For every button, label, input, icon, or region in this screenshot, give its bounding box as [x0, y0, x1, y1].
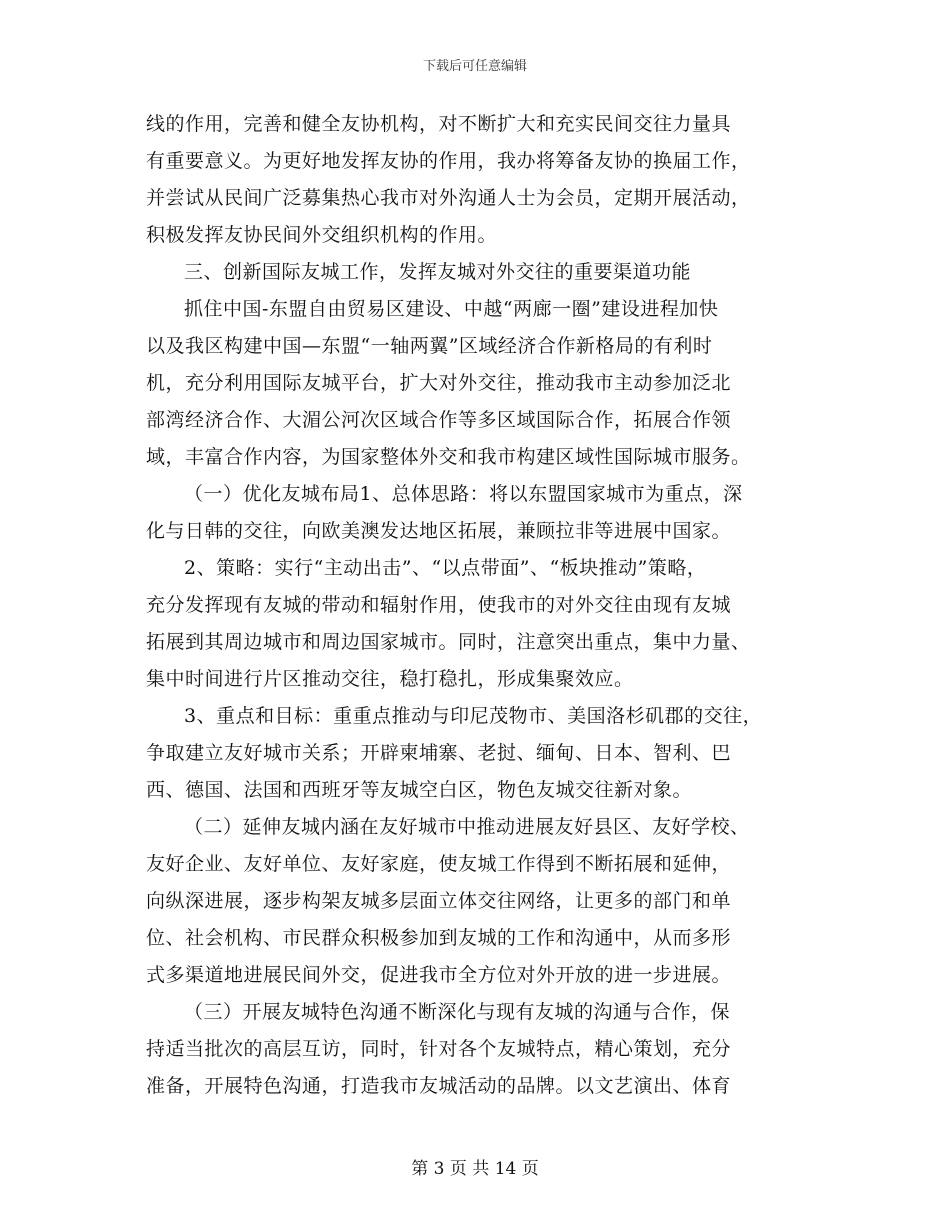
- page-number: 第 3 页 共 14 页: [411, 1159, 539, 1179]
- section-heading: 三、创新国际友城工作，发挥友城对外交往的重要渠道功能: [184, 261, 692, 283]
- text-line: 部湾经济合作、大湄公河次区域合作等多区域国际合作，拓展合作领: [146, 409, 732, 431]
- document-body: [146, 106, 806, 1105]
- text-line: 化与日韩的交往，向欧美澳发达地区拓展，兼顾拉非等进展中国家。: [146, 520, 732, 542]
- text-line: 并尝试从民间广泛募集热心我市对外沟通人士为会员，定期开展活动，: [146, 187, 751, 209]
- subsection-heading: （三）开展友城特色沟通不断深化与现有友城的沟通与合作，保: [184, 1001, 731, 1023]
- subsection-heading: （一）优化友城布局1、总体思路：将以东盟国家城市为重点，深: [184, 483, 743, 505]
- text-line: 以及我区构建中国—东盟“一轴两翼”区域经济合作新格局的有利时: [146, 335, 713, 357]
- text-line: 抓住中国-东盟自由贸易区建设、中越“两廊一圈”建设进程加快: [184, 298, 719, 320]
- text-line: 拓展到其周边城市和周边国家城市。同时，注意突出重点，集中力量、: [146, 631, 751, 653]
- text-line: 西、德国、法国和西班牙等友城空白区，物色友城交往新对象。: [146, 779, 693, 801]
- text-line: 积极发挥友协民间外交组织机构的作用。: [146, 224, 498, 246]
- text-line: 线的作用，完善和健全友协机构，对不断扩大和充实民间交往力量具: [146, 113, 732, 135]
- text-line: 2、策略：实行“主动出击”、“以点带面”、“板块推动”策略，: [184, 557, 707, 579]
- text-line: 友好企业、友好单位、友好家庭，使友城工作得到不断拓展和延伸，: [146, 853, 732, 875]
- text-line: 争取建立友好城市关系；开辟柬埔寨、老挝、缅甸、日本、智利、巴: [146, 742, 732, 764]
- text-line: 持适当批次的高层互访，同时，针对各个友城特点，精心策划，充分: [146, 1038, 732, 1060]
- text-line: 准备，开展特色沟通，打造我市友城活动的品牌。以文艺演出、体育: [146, 1075, 732, 1097]
- text-line: 式多渠道地进展民间外交，促进我市全方位对外开放的进一步进展。: [146, 964, 732, 986]
- text-line: 域，丰富合作内容，为国家整体外交和我市构建区域性国际城市服务。: [146, 446, 751, 468]
- text-line: 位、社会机构、市民群众积极参加到友城的工作和沟通中，从而多形: [146, 927, 732, 949]
- text-line: 充分发挥现有友城的带动和辐射作用，使我市的对外交往由现有友城: [146, 594, 732, 616]
- text-line: 有重要意义。为更好地发挥友协的作用，我办将筹备友协的换届工作，: [146, 150, 751, 172]
- text-line: 3、重点和目标：重重点推动与印尼茂物市、美国洛杉矶郡的交往，: [184, 705, 763, 727]
- page-header: 下载后可任意编辑: [422, 59, 527, 74]
- text-line: 机，充分利用国际友城平台，扩大对外交往，推动我市主动参加泛北: [146, 372, 732, 394]
- text-line: 集中时间进行片区推动交往，稳打稳扎，形成集聚效应。: [146, 668, 634, 690]
- subsection-heading: （二）延伸友城内涵在友好城市中推动进展友好县区、友好学校、: [184, 816, 750, 838]
- text-line: 向纵深进展，逐步构架友城多层面立体交往网络，让更多的部门和单: [146, 890, 732, 912]
